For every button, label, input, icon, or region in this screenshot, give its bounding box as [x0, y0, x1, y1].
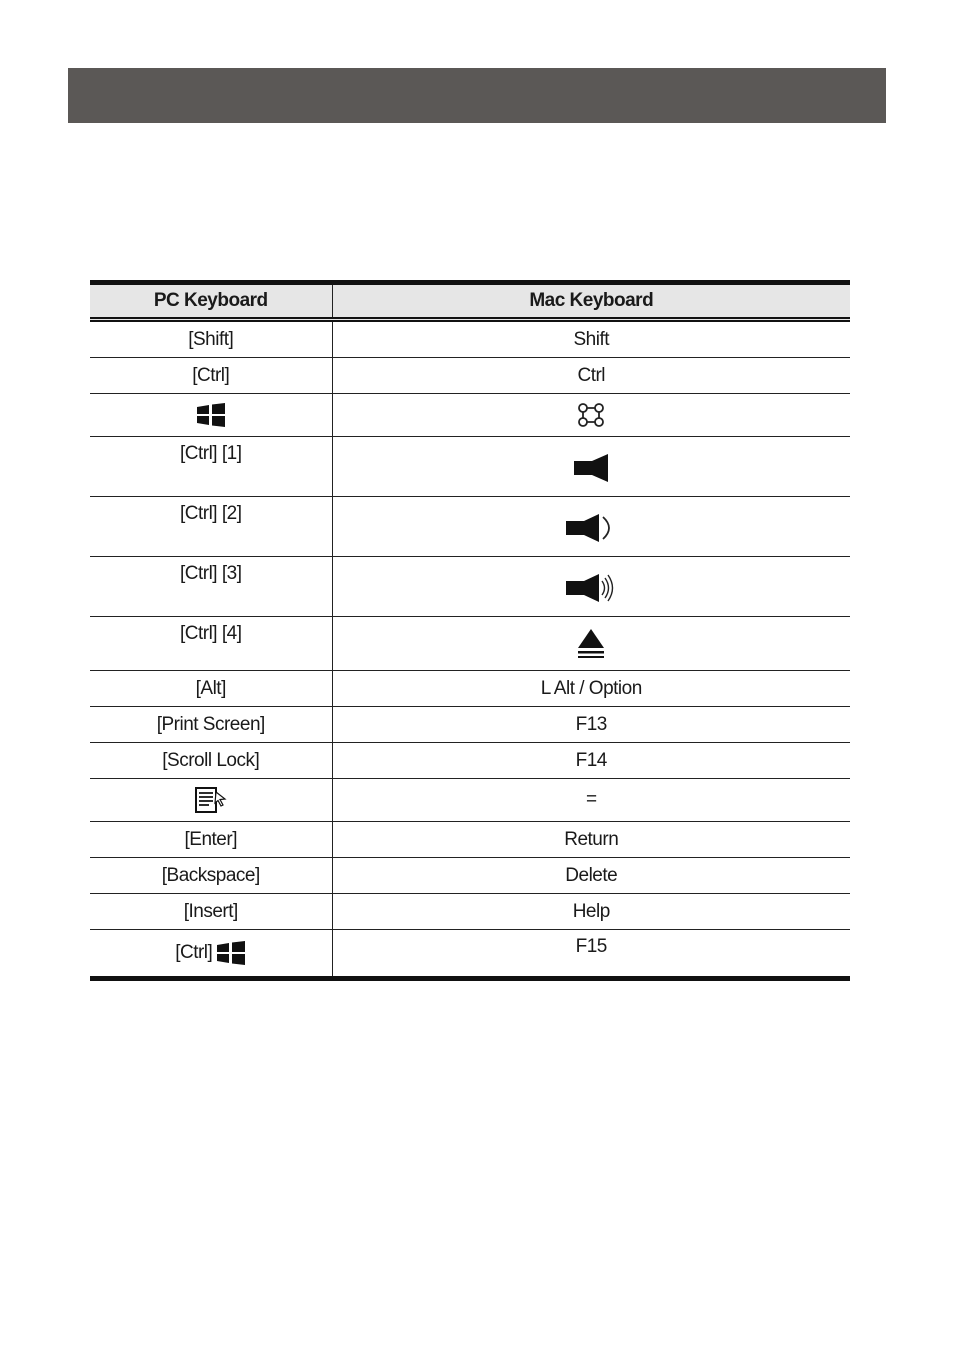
- mac-key-cell: =: [332, 779, 850, 822]
- table-row: [90, 617, 850, 671]
- mac-key-cell: [332, 437, 850, 497]
- table-row: [90, 743, 850, 779]
- table-row: [90, 394, 850, 437]
- table-row: [90, 858, 850, 894]
- table-row: [90, 557, 850, 617]
- table-row: [90, 822, 850, 858]
- pc-key-cell: [Print Screen]: [90, 707, 332, 743]
- application-menu-icon: [195, 787, 227, 813]
- pc-key-cell: [Insert]: [90, 894, 332, 930]
- mac-key-cell: Help: [332, 894, 850, 930]
- mac-key-cell: [332, 497, 850, 557]
- mac-key-cell: Return: [332, 822, 850, 858]
- table-row: [90, 671, 850, 707]
- keyboard-mapping-table: [90, 280, 850, 981]
- windows-logo-icon: [216, 941, 246, 965]
- command-key-icon: [577, 402, 605, 428]
- speaker-low-icon: [565, 513, 617, 543]
- mac-key-cell: [332, 557, 850, 617]
- pc-key-cell: [Backspace]: [90, 858, 332, 894]
- column-header-pc: PC Keyboard: [90, 283, 332, 320]
- column-header-mac: Mac Keyboard: [332, 283, 850, 320]
- pc-key-cell: [90, 779, 332, 822]
- pc-key-cell: [Ctrl] [1]: [90, 437, 332, 497]
- mac-key-cell: F14: [332, 743, 850, 779]
- mac-key-cell: [332, 617, 850, 671]
- table-row: [90, 779, 850, 822]
- mac-key-cell: L Alt / Option: [332, 671, 850, 707]
- windows-logo-icon: [196, 403, 226, 427]
- pc-key-cell: [Scroll Lock]: [90, 743, 332, 779]
- eject-icon: [577, 628, 605, 660]
- mac-key-cell: [332, 394, 850, 437]
- pc-key-cell: [90, 930, 332, 979]
- table-row: [90, 930, 850, 979]
- mac-key-cell: F13: [332, 707, 850, 743]
- pc-key-cell: [Ctrl] [2]: [90, 497, 332, 557]
- mac-key-cell: Delete: [332, 858, 850, 894]
- speaker-mute-icon: [572, 453, 610, 483]
- mac-key-cell: Ctrl: [332, 358, 850, 394]
- pc-key-label: [Ctrl]: [175, 942, 213, 964]
- table-header-row: [90, 283, 850, 320]
- pc-key-cell: [90, 394, 332, 437]
- pc-key-cell: [Shift]: [90, 320, 332, 358]
- mac-key-cell: F15: [332, 930, 850, 979]
- mac-key-cell: Shift: [332, 320, 850, 358]
- table-row: [90, 320, 850, 358]
- table-row: [90, 358, 850, 394]
- table-row: [90, 894, 850, 930]
- table-row: [90, 497, 850, 557]
- table-row: [90, 707, 850, 743]
- table-row: [90, 437, 850, 497]
- pc-key-cell: [Ctrl]: [90, 358, 332, 394]
- pc-key-cell: [Enter]: [90, 822, 332, 858]
- pc-key-cell: [Alt]: [90, 671, 332, 707]
- pc-key-cell: [Ctrl] [4]: [90, 617, 332, 671]
- pc-key-cell: [Ctrl] [3]: [90, 557, 332, 617]
- section-header-bar: [68, 68, 886, 123]
- speaker-high-icon: [565, 573, 617, 603]
